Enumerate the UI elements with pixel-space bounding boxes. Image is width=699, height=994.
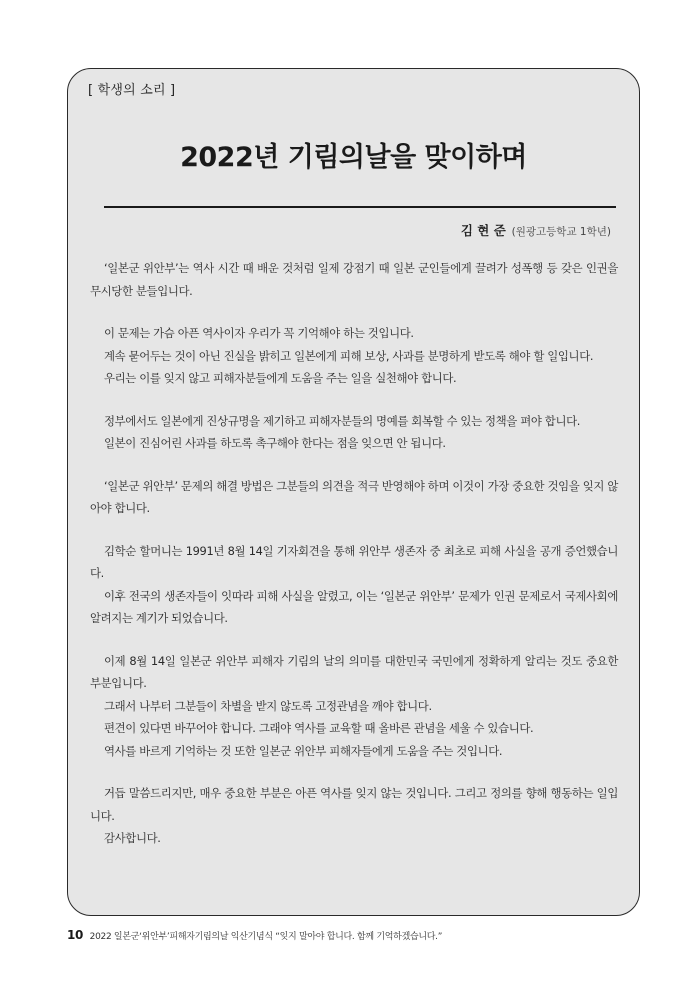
footer-text: 2022 일본군‘위안부’피해자기림의날 익산기념식 “잊지 말아야 합니다. 함께 기억하겠습니다.” xyxy=(89,932,443,942)
paragraph: ‘일본군 위안부’ 문제의 해결 방법은 그분들의 의견을 적극 반영해야 하며 이것이 가장 중요한 것임을 잊지 않아야 합니다. xyxy=(90,478,618,515)
paragraph-gap xyxy=(90,390,618,410)
paragraph: 우리는 이를 잊지 않고 피해자분들에게 도움을 주는 일을 실천해야 합니다. xyxy=(104,371,457,385)
paragraph-gap xyxy=(90,455,618,475)
paragraph: 감사합니다. xyxy=(104,831,161,845)
paragraph: 김학순 할머니는 1991년 8월 14일 기자회견을 통해 위안부 생존자 중 최초로 피해 사실을 공개 증언했습니다. xyxy=(90,543,618,580)
article-card xyxy=(67,68,640,916)
paragraph: 역사를 바르게 기억하는 것 또한 일본군 위안부 피해자들에게 도움을 주는 것입니다. xyxy=(104,743,503,758)
page-number: 10 xyxy=(67,928,84,942)
article-body xyxy=(90,257,618,850)
paragraph: 계속 묻어두는 것이 아닌 진실을 밝히고 일본에게 피해 보상, 사과를 분명하게 받도록 해야 할 일입니다. xyxy=(104,348,594,363)
paragraph: 그래서 나부터 그분들이 차별을 받지 않도록 고정관념을 깨야 합니다. xyxy=(104,698,432,713)
paragraph: 이제 8월 14일 일본군 위안부 피해자 기림의 날의 의미를 대한민국 국민에게 정확하게 알리는 것도 중요한 부분입니다. xyxy=(90,653,618,690)
paragraph: 거듭 말씀드리지만, 매우 중요한 부분은 아픈 역사를 잊지 않는 것입니다. 그리고 정의를 향해 행동하는 일입니다. xyxy=(90,786,618,823)
paragraph: 이 문제는 가슴 아픈 역사이자 우리가 꼭 기억해야 하는 것입니다. xyxy=(104,326,414,340)
page-footer xyxy=(67,928,442,942)
author-affiliation: (원광고등학교 1학년) xyxy=(511,226,611,238)
paragraph: 이후 전국의 생존자들이 잇따라 피해 사실을 알렸고, 이는 ‘일본군 위안부’ 문제가 인권 문제로서 국제사회에 알려지는 계기가 되었습니다. xyxy=(90,588,618,625)
paragraph: 정부에서도 일본에게 진상규명을 제기하고 피해자분들의 명예를 회복할 수 있는 정책을 펴야 합니다. xyxy=(104,413,581,428)
paragraph: 편견이 있다면 바꾸어야 합니다. 그래야 역사를 교육할 때 올바른 관념을 세울 수 있습니다. xyxy=(104,721,534,735)
section-label: [ 학생의 소리 ] xyxy=(88,83,176,98)
paragraph-gap xyxy=(90,302,618,322)
title-divider xyxy=(104,206,616,208)
paragraph-gap xyxy=(90,520,618,540)
paragraph-gap xyxy=(90,630,618,650)
paragraph: ‘일본군 위안부’는 역사 시간 때 배운 것처럼 일제 강점기 때 일본 군인들에게 끌려가 성폭행 등 갖은 인권을 무시당한 분들입니다. xyxy=(90,261,618,298)
author-name: 김 현 준 xyxy=(460,223,506,238)
byline xyxy=(461,221,611,239)
paragraph-gap xyxy=(90,762,618,782)
paragraph: 일본이 진심어린 사과를 하도록 촉구해야 한다는 점을 잊으면 안 됩니다. xyxy=(104,436,446,450)
article-title: 2022년 기림의날을 맞이하며 xyxy=(180,142,527,173)
